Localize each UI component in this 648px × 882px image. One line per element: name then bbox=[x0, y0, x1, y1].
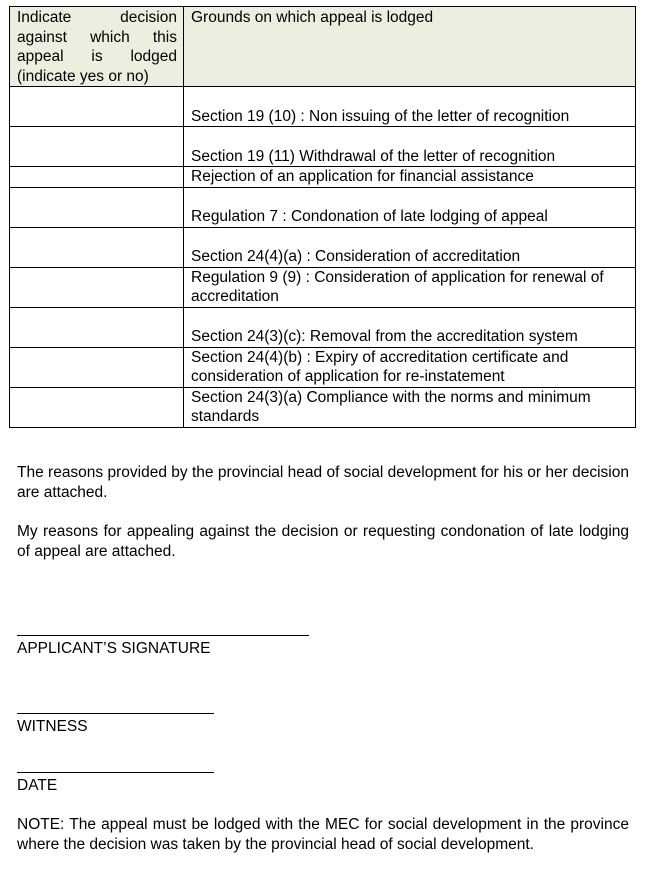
table-row bbox=[10, 387, 636, 427]
decision-cell-2[interactable] bbox=[10, 127, 184, 167]
ground-cell-1: Section 19 (10) : Non issuing of the letter of recognition bbox=[184, 87, 636, 127]
table-row bbox=[10, 167, 636, 188]
applicant-signature-label: APPLICANT’S SIGNATURE bbox=[17, 640, 211, 657]
ground-cell-8: Section 24(4)(b) : Expiry of accreditation certificate and consideration of application for re-instatement bbox=[184, 347, 636, 387]
table-row bbox=[10, 267, 636, 307]
date-label: DATE bbox=[17, 777, 58, 794]
table-row bbox=[10, 87, 636, 127]
table-header-row bbox=[10, 7, 636, 87]
table-row bbox=[10, 227, 636, 267]
witness-label: WITNESS bbox=[17, 718, 88, 735]
my-reasons-paragraph: My reasons for appealing against the decision or requesting condonation of late lodging of appeal are attached. bbox=[17, 523, 629, 560]
reasons-provided-paragraph: The reasons provided by the provincial head of social development for his or her decision are attached. bbox=[17, 464, 629, 501]
header-decision-cell: Indicate decision against which this appeal is lodged (indicate yes or no) bbox=[10, 7, 184, 87]
decision-cell-6[interactable] bbox=[10, 267, 184, 307]
decision-cell-7[interactable] bbox=[10, 307, 184, 347]
ground-cell-2: Section 19 (11) Withdrawal of the letter of recognition bbox=[184, 127, 636, 167]
appeal-grounds-table bbox=[9, 6, 636, 428]
decision-cell-5[interactable] bbox=[10, 227, 184, 267]
note-paragraph: NOTE: The appeal must be lodged with the MEC for social development in the province where the decision was taken by the provincial head of social development. bbox=[17, 816, 629, 853]
decision-cell-8[interactable] bbox=[10, 347, 184, 387]
witness-signature-line[interactable] bbox=[17, 713, 214, 714]
ground-cell-4: Regulation 7 : Condonation of late lodging of appeal bbox=[184, 187, 636, 227]
table-row bbox=[10, 307, 636, 347]
applicant-signature-line[interactable] bbox=[17, 635, 309, 636]
ground-cell-5: Section 24(4)(a) : Consideration of accreditation bbox=[184, 227, 636, 267]
date-line[interactable] bbox=[17, 772, 214, 773]
header-grounds-cell: Grounds on which appeal is lodged bbox=[184, 7, 636, 87]
ground-cell-6: Regulation 9 (9) : Consideration of application for renewal of accreditation bbox=[184, 267, 636, 307]
ground-cell-7: Section 24(3)(c): Removal from the accreditation system bbox=[184, 307, 636, 347]
decision-cell-9[interactable] bbox=[10, 387, 184, 427]
decision-cell-4[interactable] bbox=[10, 187, 184, 227]
decision-cell-3[interactable] bbox=[10, 167, 184, 188]
ground-cell-9: Section 24(3)(a) Compliance with the norms and minimum standards bbox=[184, 387, 636, 427]
decision-cell-1[interactable] bbox=[10, 87, 184, 127]
table-row bbox=[10, 127, 636, 167]
ground-cell-3: Rejection of an application for financial assistance bbox=[184, 167, 636, 188]
table-row bbox=[10, 347, 636, 387]
table-row bbox=[10, 187, 636, 227]
